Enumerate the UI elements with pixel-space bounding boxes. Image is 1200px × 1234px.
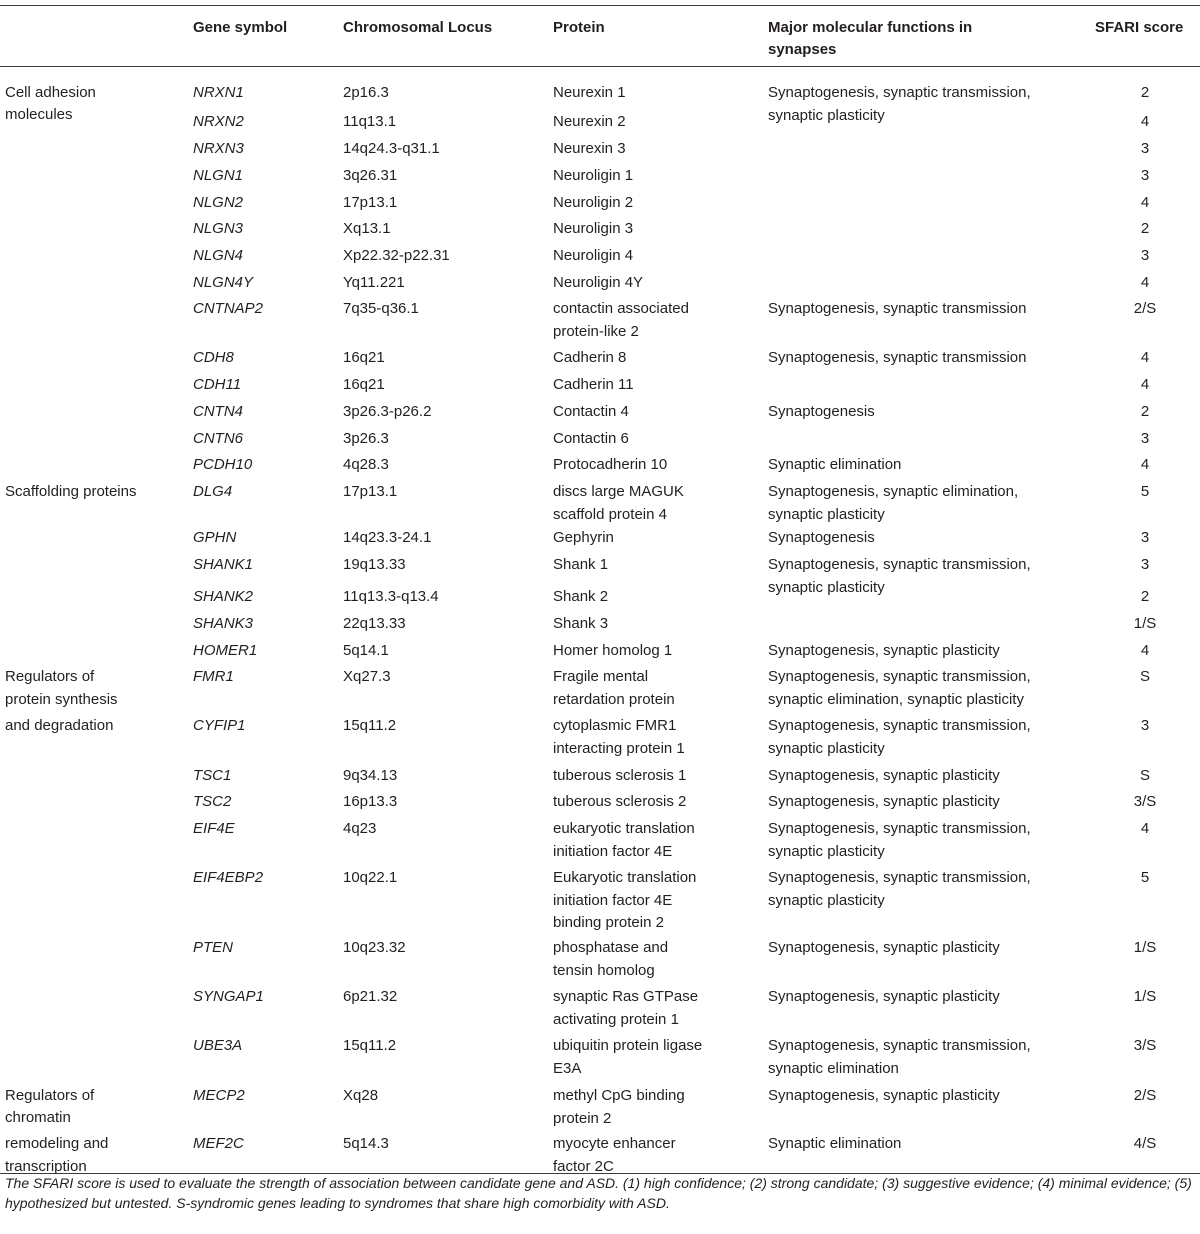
chromosomal-locus-cell: 4q28.3: [343, 456, 389, 473]
chromosomal-locus-cell: 14q23.3-24.1: [343, 529, 432, 546]
gene-symbol-cell: PTEN: [193, 939, 234, 956]
function-cell: Synaptogenesis, synaptic elimination,: [768, 483, 1019, 500]
protein-cell: interacting protein 1: [553, 739, 685, 757]
gene-symbol-cell: NRXN1: [193, 84, 244, 101]
gene-symbol-cell: SHANK1: [193, 556, 254, 573]
protein-cell: protein-like 2: [553, 322, 639, 340]
protein-cell: Contactin 4: [553, 403, 629, 420]
gene-symbol-cell: SYNGAP1: [193, 988, 264, 1005]
protein-cell: Neurexin 1: [553, 84, 626, 101]
chromosomal-locus-cell: 6p21.32: [343, 988, 398, 1005]
chromosomal-locus-cell: 2p16.3: [343, 84, 389, 101]
function-cell: synaptic elimination, synaptic plasticity: [768, 690, 1024, 708]
protein-cell: factor 2C: [553, 1157, 614, 1175]
category-label: Scaffolding proteins: [5, 483, 137, 500]
protein-cell: initiation factor 4E: [553, 891, 673, 909]
sfari-score-cell: 4/S: [1133, 1135, 1157, 1152]
sfari-score-cell: 5: [1140, 483, 1150, 500]
chromosomal-locus-cell: 5q14.1: [343, 642, 389, 659]
sfari-score-cell: 3: [1140, 717, 1150, 734]
chromosomal-locus-cell: 16p13.3: [343, 793, 398, 810]
function-cell: Synaptogenesis, synaptic transmission,: [768, 1037, 1031, 1054]
sfari-score-cell: 3/S: [1133, 793, 1157, 810]
gene-symbol-cell: NRXN2: [193, 113, 244, 130]
protein-cell: tuberous sclerosis 2: [553, 793, 687, 810]
sfari-score-cell: S: [1139, 767, 1150, 784]
chromosomal-locus-cell: 16q21: [343, 376, 385, 393]
chromosomal-locus-cell: 3q26.31: [343, 167, 398, 184]
chromosomal-locus-cell: 15q11.2: [343, 1037, 397, 1054]
sfari-score-cell: 3: [1140, 140, 1150, 157]
gene-symbol-cell: TSC2: [193, 793, 232, 810]
gene-symbol-cell: SHANK2: [193, 588, 254, 605]
gene-symbol-cell: CNTN4: [193, 403, 244, 420]
protein-cell: ubiquitin protein ligase: [553, 1037, 703, 1054]
gene-symbol-cell: PCDH10: [193, 456, 253, 473]
chromosomal-locus-cell: 10q23.32: [343, 939, 406, 956]
sfari-score-cell: 3: [1140, 556, 1150, 573]
protein-cell: E3A: [553, 1059, 582, 1077]
chromosomal-locus-cell: 5q14.3: [343, 1135, 389, 1152]
chromosomal-locus-cell: 9q34.13: [343, 767, 398, 784]
protein-cell: tensin homolog: [553, 961, 655, 979]
gene-symbol-cell: SHANK3: [193, 615, 254, 632]
protein-cell: Neuroligin 4Y: [553, 274, 644, 291]
header-functions-line2: synapses: [768, 41, 837, 58]
category-label: Regulators of: [5, 668, 95, 685]
protein-cell: synaptic Ras GTPase: [553, 988, 699, 1005]
function-cell: Synaptogenesis, synaptic transmission,: [768, 84, 1031, 101]
protein-cell: initiation factor 4E: [553, 842, 673, 860]
chromosomal-locus-cell: 17p13.1: [343, 483, 398, 500]
header-gene-symbol: Gene symbol: [193, 19, 288, 36]
protein-cell: Fragile mental: [553, 668, 649, 685]
chromosomal-locus-cell: 19q13.33: [343, 556, 406, 573]
protein-cell: methyl CpG binding: [553, 1087, 685, 1104]
sfari-score-cell: 1/S: [1133, 988, 1157, 1005]
sfari-score-cell: 2/S: [1133, 300, 1157, 317]
protein-cell: eukaryotic translation: [553, 820, 695, 837]
protein-cell: Shank 3: [553, 615, 609, 632]
protein-cell: cytoplasmic FMR1: [553, 717, 677, 734]
sfari-score-cell: 3: [1140, 430, 1150, 447]
gene-symbol-cell: NLGN4: [193, 247, 244, 264]
function-cell: Synaptogenesis, synaptic plasticity: [768, 642, 1000, 659]
gene-symbol-cell: CNTN6: [193, 430, 244, 447]
category-label: remodeling and: [5, 1135, 109, 1152]
sfari-score-cell: 5: [1140, 869, 1150, 886]
protein-cell: discs large MAGUK: [553, 483, 684, 500]
sfari-score-cell: 4: [1140, 349, 1150, 366]
chromosomal-locus-cell: 22q13.33: [343, 615, 406, 632]
gene-symbol-cell: CNTNAP2: [193, 300, 264, 317]
function-cell: Synaptogenesis, synaptic transmission,: [768, 717, 1031, 734]
protein-cell: Eukaryotic translation: [553, 869, 697, 886]
gene-symbol-cell: EIF4E: [193, 820, 235, 837]
sfari-score-cell: 4: [1140, 194, 1150, 211]
function-cell: Synaptogenesis, synaptic plasticity: [768, 988, 1000, 1005]
function-cell: Synaptogenesis: [768, 403, 875, 420]
protein-cell: Neurexin 3: [553, 140, 626, 157]
function-cell: synaptic plasticity: [768, 505, 885, 523]
category-label: protein synthesis: [5, 691, 118, 708]
sfari-score-cell: 3: [1140, 529, 1150, 546]
protein-cell: binding protein 2: [553, 914, 664, 931]
gene-symbol-cell: CYFIP1: [193, 717, 246, 734]
function-cell: synaptic plasticity: [768, 106, 885, 124]
sfari-score-cell: 2: [1140, 588, 1150, 605]
sfari-score-cell: 4: [1140, 642, 1150, 659]
protein-cell: protein 2: [553, 1109, 612, 1127]
sfari-score-cell: S: [1139, 668, 1150, 685]
chromosomal-locus-cell: 15q11.2: [343, 717, 397, 734]
function-cell: Synaptogenesis, synaptic plasticity: [768, 793, 1000, 810]
chromosomal-locus-cell: Xq27.3: [343, 668, 391, 685]
function-cell: Synaptogenesis, synaptic plasticity: [768, 1087, 1000, 1104]
function-cell: synaptic elimination: [768, 1059, 899, 1077]
protein-cell: Protocadherin 10: [553, 456, 668, 473]
chromosomal-locus-cell: 7q35-q36.1: [343, 300, 419, 317]
header-chromosomal-locus: Chromosomal Locus: [343, 19, 493, 36]
function-cell: Synaptic elimination: [768, 456, 902, 473]
function-cell: synaptic plasticity: [768, 578, 885, 596]
protein-cell: tuberous sclerosis 1: [553, 767, 687, 784]
protein-cell: Homer homolog 1: [553, 642, 673, 659]
protein-cell: Neuroligin 4: [553, 247, 634, 264]
chromosomal-locus-cell: 16q21: [343, 349, 385, 366]
chromosomal-locus-cell: 4q23: [343, 820, 377, 837]
function-cell: synaptic plasticity: [768, 739, 885, 757]
table-header-rule: [0, 66, 1200, 67]
chromosomal-locus-cell: Xq13.1: [343, 220, 391, 237]
chromosomal-locus-cell: Xq28: [343, 1087, 379, 1104]
category-label: molecules: [5, 106, 73, 123]
protein-cell: Shank 2: [553, 588, 609, 605]
function-cell: Synaptic elimination: [768, 1135, 902, 1152]
header-sfari-score: SFARI score: [1095, 19, 1184, 36]
gene-symbol-cell: HOMER1: [193, 642, 258, 659]
sfari-score-cell: 1/S: [1133, 939, 1157, 956]
category-label: chromatin: [5, 1109, 71, 1126]
protein-cell: Gephyrin: [553, 529, 614, 546]
gene-symbol-cell: NLGN2: [193, 194, 244, 211]
chromosomal-locus-cell: Xp22.32-p22.31: [343, 247, 450, 264]
protein-cell: Cadherin 11: [553, 376, 634, 393]
chromosomal-locus-cell: Yq11.221: [343, 274, 405, 291]
sfari-score-cell: 2: [1140, 84, 1150, 101]
function-cell: synaptic plasticity: [768, 891, 885, 909]
table-top-rule: [0, 5, 1200, 6]
sfari-score-cell: 2: [1140, 220, 1150, 237]
function-cell: Synaptogenesis, synaptic plasticity: [768, 939, 1000, 956]
gene-symbol-cell: MEF2C: [193, 1135, 244, 1152]
gene-symbol-cell: MECP2: [193, 1087, 245, 1104]
sfari-score-cell: 4: [1140, 456, 1150, 473]
gene-symbol-cell: FMR1: [193, 668, 234, 685]
sfari-score-cell: 4: [1140, 820, 1150, 837]
category-label: Cell adhesion: [5, 84, 96, 101]
gene-symbol-cell: DLG4: [193, 483, 233, 500]
category-label: transcription: [5, 1158, 87, 1175]
chromosomal-locus-cell: 10q22.1: [343, 869, 398, 886]
sfari-score-cell: 3/S: [1133, 1037, 1157, 1054]
header-protein: Protein: [553, 19, 605, 36]
protein-cell: Shank 1: [553, 556, 609, 573]
function-cell: Synaptogenesis, synaptic transmission,: [768, 556, 1031, 573]
sfari-score-cell: 4: [1140, 376, 1150, 393]
protein-cell: Neurexin 2: [553, 113, 626, 130]
header-functions-line1: Major molecular functions in: [768, 19, 973, 36]
sfari-score-cell: 1/S: [1133, 615, 1157, 632]
protein-cell: Cadherin 8: [553, 349, 627, 366]
gene-symbol-cell: NRXN3: [193, 140, 244, 157]
chromosomal-locus-cell: 11q13.1: [343, 113, 397, 130]
protein-cell: retardation protein: [553, 690, 675, 708]
protein-cell: Contactin 6: [553, 430, 629, 447]
protein-cell: activating protein 1: [553, 1010, 679, 1028]
protein-cell: myocyte enhancer: [553, 1135, 676, 1152]
gene-symbol-cell: NLGN3: [193, 220, 244, 237]
function-cell: Synaptogenesis, synaptic transmission,: [768, 668, 1031, 685]
function-cell: Synaptogenesis, synaptic plasticity: [768, 767, 1000, 784]
table-footnote: The SFARI score is used to evaluate the strength of association between candidate gene and ASD. (1) high confidence; (2) strong candidate; (3) suggestive evidence; (4) minimal evidence; (5) hypothesized but untested. S-syndromic genes leading to syndromes that share high comorbidity with ASD.: [5, 1175, 1192, 1211]
protein-cell: phosphatase and: [553, 939, 669, 956]
gene-symbol-cell: UBE3A: [193, 1037, 243, 1054]
protein-cell: Neuroligin 3: [553, 220, 634, 237]
protein-cell: contactin associated: [553, 300, 689, 317]
function-cell: Synaptogenesis, synaptic transmission,: [768, 820, 1031, 837]
gene-symbol-cell: TSC1: [193, 767, 232, 784]
chromosomal-locus-cell: 11q13.3-q13.4: [343, 588, 439, 605]
category-label: Regulators of: [5, 1087, 95, 1104]
sfari-score-cell: 3: [1140, 167, 1150, 184]
gene-symbol-cell: NLGN1: [193, 167, 244, 184]
sfari-score-cell: 2: [1140, 403, 1150, 420]
sfari-score-cell: 4: [1140, 274, 1150, 291]
gene-symbol-cell: CDH8: [193, 349, 234, 366]
category-label: and degradation: [5, 717, 114, 734]
sfari-score-cell: 3: [1140, 247, 1150, 264]
gene-symbol-cell: EIF4EBP2: [193, 869, 264, 886]
protein-cell: Neuroligin 2: [553, 194, 634, 211]
function-cell: Synaptogenesis, synaptic transmission,: [768, 869, 1031, 886]
protein-cell: scaffold protein 4: [553, 505, 667, 523]
sfari-score-cell: 2/S: [1133, 1087, 1157, 1104]
function-cell: Synaptogenesis, synaptic transmission: [768, 300, 1027, 317]
chromosomal-locus-cell: 17p13.1: [343, 194, 398, 211]
chromosomal-locus-cell: 3p26.3-p26.2: [343, 403, 432, 420]
sfari-score-cell: 4: [1140, 113, 1150, 130]
function-cell: Synaptogenesis: [768, 529, 875, 546]
chromosomal-locus-cell: 14q24.3-q31.1: [343, 140, 440, 157]
function-cell: synaptic plasticity: [768, 842, 885, 860]
function-cell: Synaptogenesis, synaptic transmission: [768, 349, 1027, 366]
gene-symbol-cell: GPHN: [193, 529, 237, 546]
chromosomal-locus-cell: 3p26.3: [343, 430, 389, 447]
gene-symbol-cell: NLGN4Y: [193, 274, 254, 291]
gene-symbol-cell: CDH11: [193, 376, 242, 393]
protein-cell: Neuroligin 1: [553, 167, 634, 184]
